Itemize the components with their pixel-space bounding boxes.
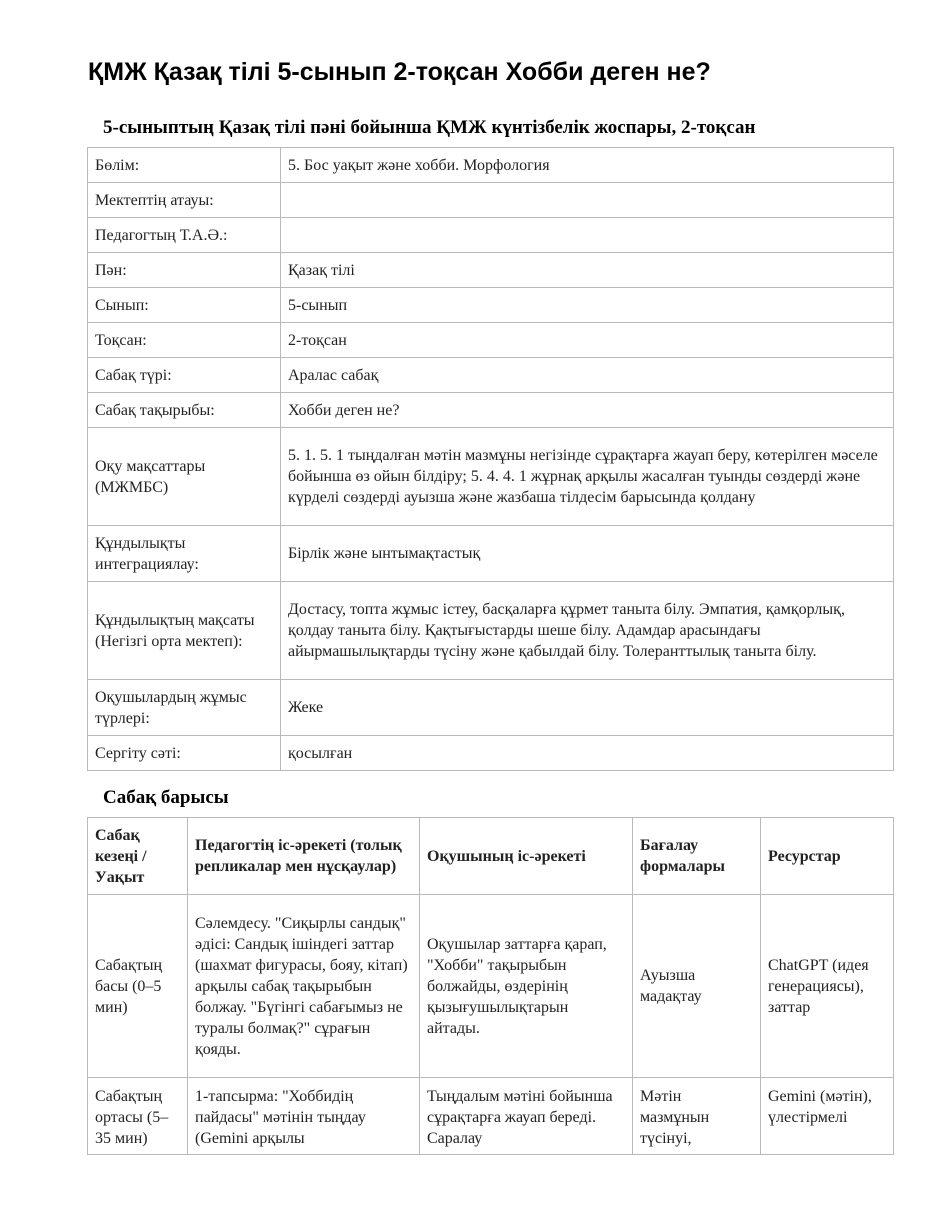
- column-header-stage: Сабақ кезеңі / Уақыт: [88, 818, 188, 895]
- info-label: Пән:: [88, 253, 281, 288]
- plan-subtitle: 5-сыныптың Қазақ тілі пәні бойынша ҚМЖ күнтізбелік жоспары, 2-тоқсан: [103, 117, 756, 138]
- info-label: Құндылықты интеграциялау:: [88, 526, 281, 582]
- info-label: Сабақ түрі:: [88, 358, 281, 393]
- info-row-section: [88, 148, 894, 183]
- info-label: Мектептің атауы:: [88, 183, 281, 218]
- info-label: Оқу мақсаттары (МЖМБС): [88, 428, 281, 526]
- column-header-assessment: Бағалау формалары: [633, 818, 761, 895]
- cell-resources: Gemini (мәтін), үлестірмелі: [761, 1078, 894, 1155]
- info-value: [281, 183, 894, 218]
- cell-teacher-activity: Сәлемдесу. "Сиқырлы сандық" әдісі: Сандық ішіндегі заттар (шахмат фигурасы, бояу, кітап) арқылы сабақ тақырыбын болжау. "Бүгінгі сабағымыз не туралы болмақ?" сұрағын қояды.: [188, 895, 420, 1078]
- page-title: ҚМЖ Қазақ тілі 5-сынып 2-тоқсан Хобби деген не?: [88, 58, 711, 86]
- column-header-teacher-activity: Педагогтің іс-әрекеті (толық репликалар мен нұсқаулар): [188, 818, 420, 895]
- cell-resources: ChatGPT (идея генерациясы), заттар: [761, 895, 894, 1078]
- info-value: 2-тоқсан: [281, 323, 894, 358]
- info-value: Достасу, топта жұмыс істеу, басқаларға құрмет таныта білу. Эмпатия, қамқорлық, қолдау таныта білу. Қақтығыстарды шеше білу. Адамдар арасындағы айырмашылықтарды түсіну және қабылдай білу. Толеранттылық таныта білу.: [281, 582, 894, 680]
- info-value: 5. 1. 5. 1 тыңдалған мәтін мазмұны негізінде сұрақтарға жауап беру, көтерілген мәселе бойынша өз ойын білдіру; 5. 4. 4. 1 жұрнақ арқылы жасалған туынды сөздерді және күрделі сөздерді ауызша және жазбаша тілдесім барысында қолдану: [281, 428, 894, 526]
- info-row-warmup: [88, 736, 894, 771]
- info-value: 5-сынып: [281, 288, 894, 323]
- info-row-work-types: [88, 680, 894, 736]
- info-row-lesson-type: [88, 358, 894, 393]
- info-row-school: [88, 183, 894, 218]
- column-header-resources: Ресурстар: [761, 818, 894, 895]
- info-row-learning-objectives: [88, 428, 894, 526]
- info-value: Бірлік және ынтымақтастық: [281, 526, 894, 582]
- info-value: Аралас сабақ: [281, 358, 894, 393]
- info-row-value-goal: [88, 582, 894, 680]
- info-value: Жеке: [281, 680, 894, 736]
- cell-teacher-activity: 1-тапсырма: "Хоббидің пайдасы" мәтінін тыңдау (Gemini арқылы: [188, 1078, 420, 1155]
- info-row-teacher: [88, 218, 894, 253]
- info-value: [281, 218, 894, 253]
- column-header-student-activity: Оқушының іс-әрекеті: [420, 818, 633, 895]
- cell-student-activity: Тыңдалым мәтіні бойынша сұрақтарға жауап береді. Саралау: [420, 1078, 633, 1155]
- info-value: 5. Бос уақыт және хобби. Морфология: [281, 148, 894, 183]
- info-label: Құндылықтың мақсаты (Негізгі орта мектеп):: [88, 582, 281, 680]
- info-label: Сабақ тақырыбы:: [88, 393, 281, 428]
- lesson-section-title: Сабақ барысы: [103, 787, 229, 808]
- table-row: [88, 895, 894, 1078]
- info-label: Сынып:: [88, 288, 281, 323]
- lesson-info-table: [87, 147, 894, 771]
- lesson-table-header-row: [88, 818, 894, 895]
- info-label: Тоқсан:: [88, 323, 281, 358]
- info-row-subject: [88, 253, 894, 288]
- info-label: Бөлім:: [88, 148, 281, 183]
- info-row-quarter: [88, 323, 894, 358]
- info-row-value-integration: [88, 526, 894, 582]
- cell-assessment: Ауызша мадақтау: [633, 895, 761, 1078]
- info-value: Хобби деген не?: [281, 393, 894, 428]
- cell-stage: Сабақтың ортасы (5–35 мин): [88, 1078, 188, 1155]
- info-label: Оқушылардың жұмыс түрлері:: [88, 680, 281, 736]
- info-row-grade: [88, 288, 894, 323]
- info-row-lesson-topic: [88, 393, 894, 428]
- info-label: Сергіту сәті:: [88, 736, 281, 771]
- info-value: Қазақ тілі: [281, 253, 894, 288]
- info-label: Педагогтың Т.А.Ә.:: [88, 218, 281, 253]
- lesson-plan-table: [87, 817, 894, 1155]
- cell-assessment: Мәтін мазмұнын түсінуі,: [633, 1078, 761, 1155]
- info-value: қосылған: [281, 736, 894, 771]
- table-row: [88, 1078, 894, 1155]
- cell-student-activity: Оқушылар заттарға қарап, "Хобби" тақырыбын болжайды, өздерінің қызығушылықтарын айтады.: [420, 895, 633, 1078]
- cell-stage: Сабақтың басы (0–5 мин): [88, 895, 188, 1078]
